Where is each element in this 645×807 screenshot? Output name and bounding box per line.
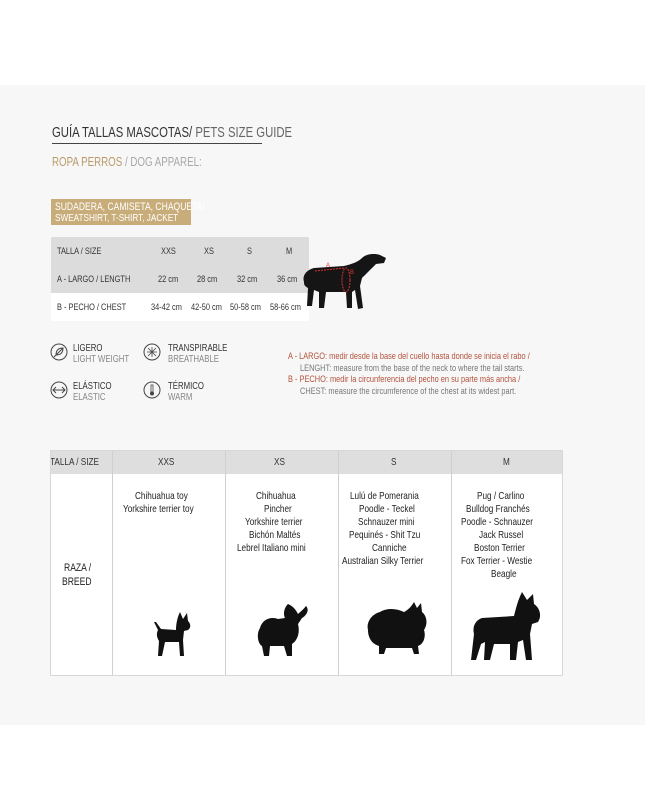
list-item: Schnauzer mini [358, 516, 415, 528]
feather-icon [50, 343, 68, 361]
list-item: Lebrel Italiano mini [237, 542, 307, 554]
list-item: Pincher [263, 503, 292, 515]
legend-chest-english: CHEST: measure the circumference of the chest at its widest part. [300, 386, 517, 397]
measurement-dog-diagram [300, 252, 392, 314]
breathable-icon [143, 343, 161, 361]
feature-elastic: ELÁSTICO ELASTIC [73, 381, 112, 403]
list-item: Yorkshire terrier toy [123, 503, 194, 515]
list-item: Yorkshire terrier [244, 516, 303, 528]
breed-list-xxs [112, 490, 225, 516]
list-item: Poodle - Teckel [358, 503, 415, 515]
garment-type-banner [51, 199, 205, 225]
table-row: A - LARGO / LENGTH 22 cm 28 cm 32 cm 36 cm [51, 265, 309, 293]
list-item: Bichón Maltés [248, 529, 300, 541]
table-row: B - PECHO / CHEST 34-42 cm 42-50 cm 50-58 cm 58-66 cm [51, 293, 309, 321]
banner-line-2: SWEATSHIRT, T-SHIRT, JACKET [55, 212, 179, 224]
feature-light-weight: LIGERO LIGHT WEIGHT [73, 343, 130, 365]
banner-line-1: SUDADERA, CAMISETA, CHAQUETA/ [55, 201, 205, 213]
list-item: Beagle [490, 568, 517, 580]
list-item: Chihuahua [256, 490, 296, 502]
legend-chest: B - PECHO: medir la circunferencia del pecho en su parte más ancha / [288, 374, 521, 385]
measurement-table [51, 237, 309, 321]
list-item: Boston Terrier [474, 542, 526, 554]
list-item: Pug / Carlino [476, 490, 524, 502]
breed-list-m [451, 490, 563, 581]
list-item: Australian Silky Terrier [342, 555, 424, 567]
table-header-row: TALLA / SIZE XXS XS S M [51, 237, 309, 265]
breed-list-xs [225, 490, 338, 555]
list-item: Lulú de Pomerania [350, 490, 420, 502]
thermometer-icon [143, 381, 161, 399]
page-subtitle: ROPA PERROS / DOG APPAREL: [52, 155, 202, 169]
list-item: Chihuahua toy [134, 490, 188, 502]
legend-length-english: LENGHT: measure from the base of the neck to where the tail starts. [300, 363, 525, 374]
feature-breathable: TRANSPIRABLE BREATHABLE [168, 343, 228, 365]
breed-row-label: RAZA / BREED [62, 562, 92, 588]
svg-text:B: B [350, 270, 355, 276]
breed-table [50, 450, 563, 676]
list-item: Fox Terrier - Westie [461, 555, 533, 567]
chihuahua-silhouette-icon [150, 610, 194, 658]
list-item: Canniche [372, 542, 407, 554]
list-item: Jack Russel [478, 529, 523, 541]
breed-table-header: TALLA / SIZE XXS XS S M [50, 450, 563, 474]
title-underline [52, 143, 262, 144]
list-item: Bulldog Franchés [466, 503, 530, 515]
svg-text:A: A [326, 263, 331, 269]
dog-silhouette-icon [303, 254, 386, 309]
feature-warm: TÉRMICO WARM [168, 381, 204, 403]
papillon-silhouette-icon [254, 602, 312, 658]
list-item: Poodle - Schnauzer [460, 516, 533, 528]
list-item: Pequinés - Shit Tzu [348, 529, 421, 541]
pomeranian-silhouette-icon [364, 600, 430, 656]
legend-length: A - LARGO: medir desde la base del cuello hasta donde se inicia el rabo / [288, 351, 530, 362]
breed-list-s [338, 490, 451, 568]
page-title: GUÍA TALLAS MASCOTAS/ PETS SIZE GUIDE [52, 125, 293, 141]
elastic-icon [50, 381, 68, 399]
french-bulldog-silhouette-icon [470, 590, 546, 664]
